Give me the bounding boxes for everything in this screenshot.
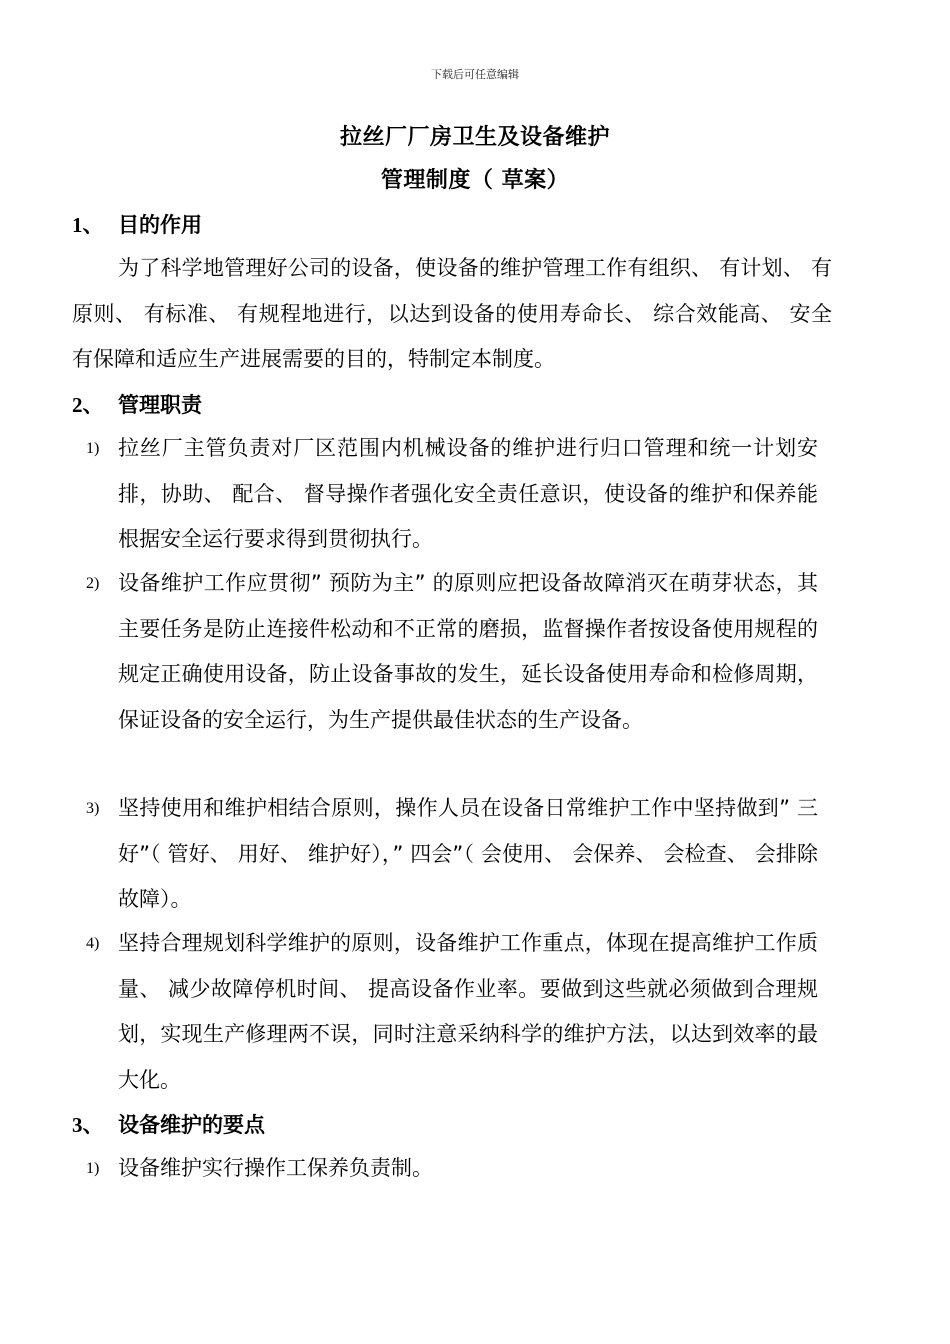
list-item-text: 设备维护工作应贯彻” 预防为主” 的原则应把设备故障消灭在萌芽状态，其主要任务是防止连接件松动和不正常的磨损，监督操作者按设备使用规程的规定正确使用设备，防止设备事故的发生，延长设备使用寿命和检修周期，保证设备的安全运行，为生产提供最佳状态的生产设备。: [118, 571, 818, 732]
list-item: [72, 561, 842, 743]
page-header-note: 下载后可任意编辑: [431, 68, 519, 81]
section-heading-maintenance-points: [72, 1110, 265, 1140]
list-item: [72, 426, 842, 563]
list-item: [72, 921, 842, 1103]
list-marker: 2): [86, 575, 100, 592]
list-item-text: 设备维护实行操作工保养负责制。: [118, 1156, 433, 1180]
list-item-text: 坚持使用和维护相结合原则，操作人员在设备日常维护工作中坚持做到” 三好”（ 管好、 用好、 维护好），” 四会”（ 会使用、 会保养、 会检查、 会排除故障）。: [118, 796, 818, 911]
list-item: [72, 1146, 842, 1192]
document-title: 拉丝厂厂房卫生及设备维护: [339, 125, 610, 150]
section-title: 设备维护的要点: [118, 1113, 265, 1137]
section-heading-responsibilities: [72, 390, 202, 420]
section-heading-purpose: [72, 210, 202, 240]
section-number: 2、: [72, 393, 104, 417]
section-number: 3、: [72, 1113, 104, 1137]
document-subtitle: 管理制度（ 草案）: [380, 168, 570, 193]
section-number: 1、: [72, 213, 104, 237]
list-item-text: 拉丝厂主管负责对厂区范围内机械设备的维护进行归口管理和统一计划安排，协助、 配合、 督导操作者强化安全责任意识，使设备的维护和保养能根据安全运行要求得到贯彻执行。: [118, 436, 818, 551]
section-title: 管理职责: [118, 393, 202, 417]
list-marker: 1): [86, 1160, 100, 1177]
list-item-text: 坚持合理规划科学维护的原则，设备维护工作重点，体现在提高维护工作质量、 减少故障停机时间、 提高设备作业率。要做到这些就必须做到合理规划，实现生产修理两不误，同时注意采纳科学的维护方法，以达到效率的最大化。: [118, 931, 818, 1092]
list-marker: 1): [86, 440, 100, 457]
list-marker: 4): [86, 935, 100, 952]
list-item: [72, 786, 842, 923]
list-marker: 3): [86, 800, 100, 817]
purpose-paragraph: 为了科学地管理好公司的设备，使设备的维护管理工作有组织、 有计划、 有原则、 有标准、 有规程地进行，以达到设备的使用寿命长、 综合效能高、 安全有保障和适应生产进展需要的目的，特制定本制度。: [72, 256, 832, 371]
section-title: 目的作用: [118, 213, 202, 237]
